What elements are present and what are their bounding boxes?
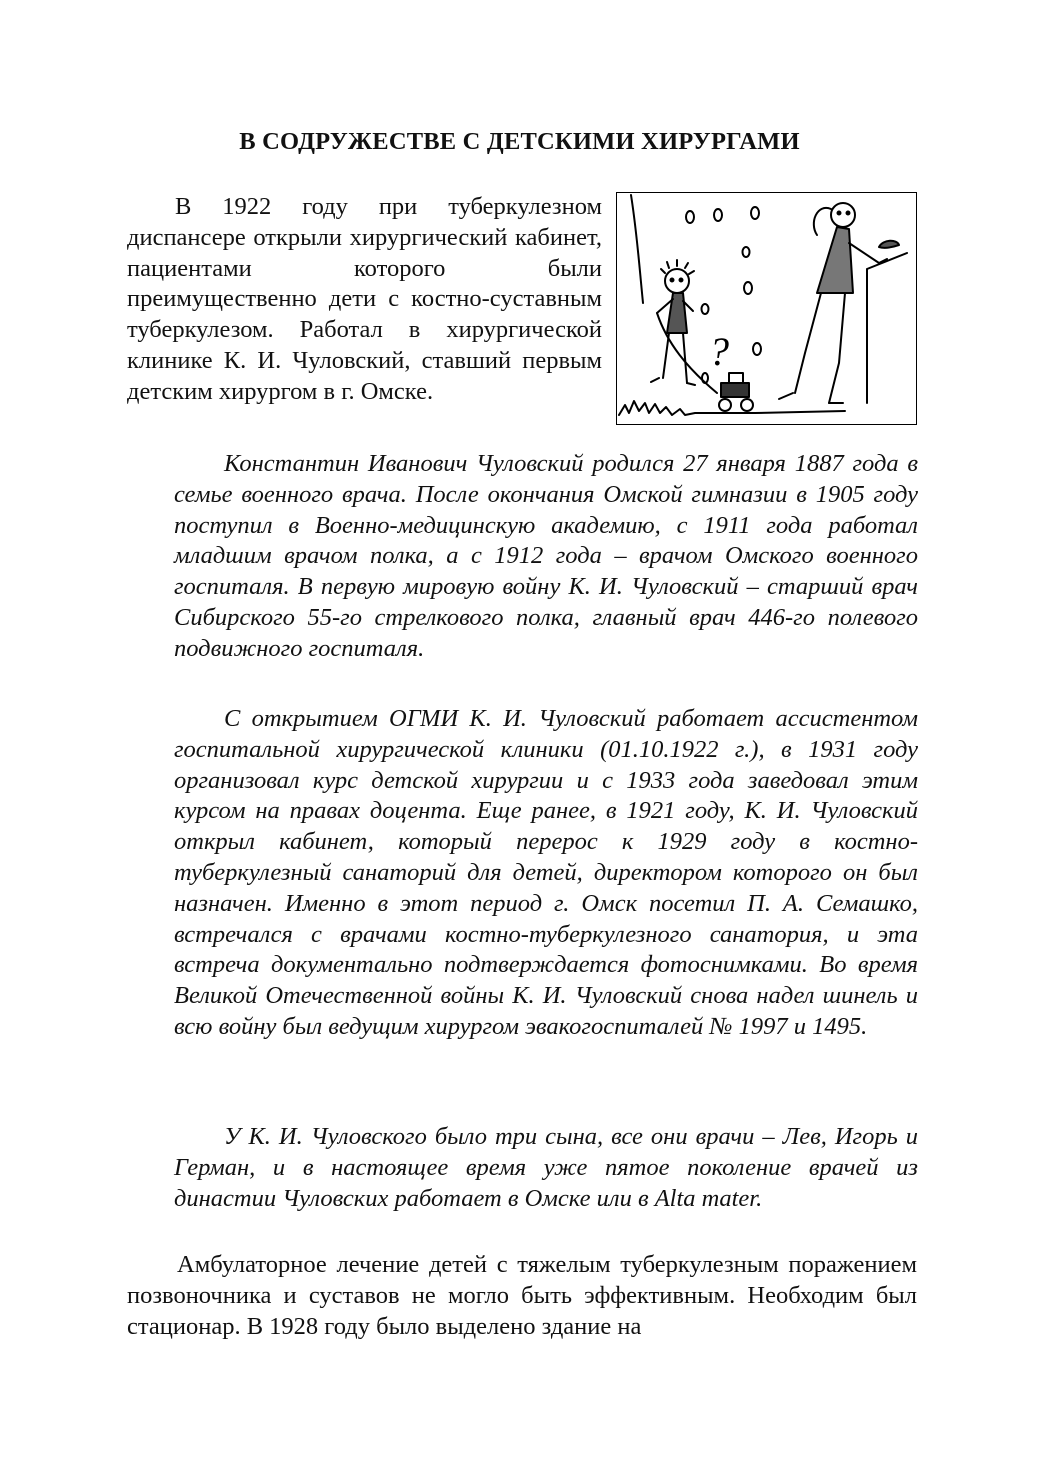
bubble-icon bbox=[744, 282, 752, 294]
bubble-icon bbox=[702, 304, 709, 314]
child-drawing-illustration bbox=[616, 192, 917, 425]
bubble-icon bbox=[751, 207, 759, 219]
family-paragraph: У К. И. Чуловского было три сына, все они врачи – Лев, Игорь и Герман, и в настоящее время уже пятое поколение врачей из династии Чуловских работает в Омске или в Alta mater. bbox=[174, 1123, 918, 1212]
page-title: В СОДРУЖЕСТВЕ С ДЕТСКИМИ ХИРУРГАМИ bbox=[239, 128, 800, 155]
career-paragraph: С открытием ОГМИ К. И. Чуловский работает ассистентом госпитальной хирургической клиники (01.10.1922 г.), в 1931 году организовал курс детской хирургии и с 1933 года заведовал этим курсом на правах доцента. Еще ранее, в 1921 году, К. И. Чуловский открыл кабинет, который перерос к 1929 году в костно-туберкулезный санаторий для детей, директором которого он был назначен. Именно в этот период г. Омск посетил П. А. Семашко, встречался с врачами костно-туберкулезного санатория, и эта встреча документально подтверждается фотоснимками. Во время Великой Отечественной войны К. И. Чуловский снова надел шинель и всю войну был ведущим хирургом эвакогоспиталей № 1997 и 1495. bbox=[174, 705, 918, 1040]
closing-paragraph: Амбулаторное лечение детей с тяжелым туберкулезным поражением позвоночника и суставов не могло быть эффективным. Необходим был стационар. В 1928 году было выделено здание на bbox=[127, 1251, 917, 1340]
bubble-icon bbox=[686, 211, 694, 223]
adult-figure-icon bbox=[779, 203, 907, 403]
rope-line bbox=[631, 195, 643, 303]
bubble-icon bbox=[714, 209, 722, 221]
intro-paragraph: В 1922 году при туберкулезном диспансере открыли хирургический кабинет, пациентами которого были преимущественно дети с костно-суставным туберкулезом. Работал в хирургической клинике К. И. Чуловский, ставший первым детским хирургом в г. Омске. bbox=[127, 193, 602, 405]
grass-line bbox=[619, 401, 845, 415]
toy-cart-icon bbox=[719, 373, 753, 411]
biography-paragraph: Константин Иванович Чуловский родился 27 января 1887 года в семье военного врача. После окончания Омской гимназии в 1905 году поступил в Военно-медицинскую академию, с 1911 года работал младшим врачом полка, а с 1912 года – врачом Омского военного госпиталя. В первую мировую войну К. И. Чуловский – старший врач Сибирского 55-го стрелкового полка, главный врач 446-го полевого подвижного госпиталя. bbox=[174, 450, 918, 662]
bubble-icon bbox=[743, 247, 750, 257]
question-mark: ? bbox=[709, 329, 729, 374]
bubble-icon bbox=[753, 343, 761, 355]
